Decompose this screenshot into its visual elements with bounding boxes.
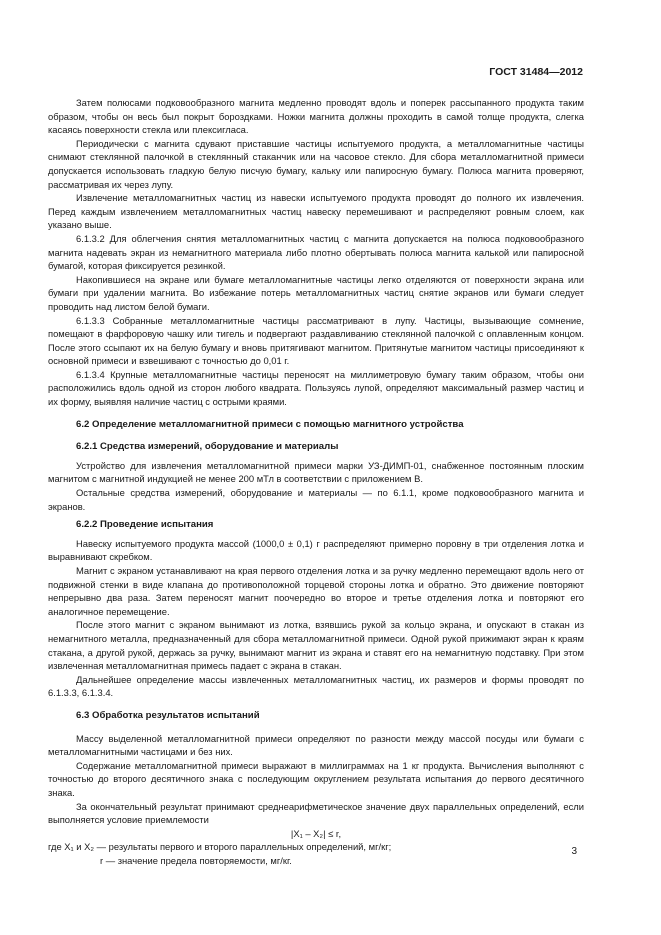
paragraph: За окончательный результат принимают среднеарифметическое значение двух параллельных определений, если выполняется условие приемлемости [48, 800, 584, 826]
paragraph: Магнит с экраном устанавливают на края первого отделения лотка и за ручку медленно перемещают вдоль него от подвижной стенки в виде клапана до противоположной торцевой стороны лотка и обратно. Это движение повторяют непрерывно два раза. Затем переносят магнит поочередно во второе и третье отделения лотка и повторяют его аналогичное перемещение. [48, 565, 584, 617]
acceptance-formula: |X₁ – X₂| ≤ r, [290, 827, 342, 839]
formula-legend-x: где X₁ и X₂ — результаты первого и второго параллельных определений, мг/кг; [48, 841, 392, 853]
formula-legend-r: r — значение предела повторяемости, мг/кг. [100, 854, 292, 866]
document-code: ГОСТ 31484—2012 [489, 66, 583, 78]
paragraph: Дальнейшее определение массы извлеченных металломагнитных частиц, их размеров и формы проводят по 6.1.3.3, 6.1.3.4. [48, 673, 584, 699]
paragraph: Содержание металломагнитной примеси выражают в миллиграммах на 1 кг продукта. Вычисления выполняют с точностью до второго десятичного знака с последующим округлением результата испытания до первого десятичного знака. [48, 759, 584, 798]
section-heading: 6.2 Определение металломагнитной примеси с помощью магнитного устройства [76, 418, 464, 430]
paragraph: Периодически с магнита сдувают приставшие частицы испытуемого продукта, а металломагнитные частицы снимают стеклянной палочкой в стеклянный стаканчик или на часовое стекло. Для сбора металломагнитной примеси допускается использовать гладкую белую писчую бумагу, кальку или папиросную бумагу. Полюса магнита проверяют, рассматривая их через лупу. [48, 137, 584, 190]
paragraph: Массу выделенной металломагнитной примеси определяют по разности между массой посуды или бумаги с металломагнитными частицами и без них. [48, 732, 584, 758]
page-number: 3 [571, 846, 577, 857]
document-body [48, 96, 584, 867]
paragraph: 6.1.3.4 Крупные металломагнитные частицы переносят на миллиметровую бумагу таким образом, чтобы они расположились вдоль одной из сторон любого квадрата. Пользуясь лупой, определяют максимальный размер частиц и их форму, выявляя наличие частиц с острыми краями. [48, 368, 584, 408]
paragraph: Навеску испытуемого продукта массой (1000,0 ± 0,1) г распределяют примерно поровну в три отделения лотка и выравнивают скребком. [48, 537, 584, 563]
paragraph: Устройство для извлечения металломагнитной примеси марки УЗ-ДИМП-01, снабженное постоянным плоским магнитом с магнитной индукцией не менее 200 мТл в соответствии с приложением В. [48, 459, 584, 485]
paragraph: Накопившиеся на экране или бумаге металломагнитные частицы легко отделяются от поверхности экрана или бумаги при удалении магнита. Во избежание потерь металломагнитных частиц снятие экранов или бумаги следует проводить над листом белой бумаги. [48, 273, 584, 312]
paragraph: 6.1.3.3 Собранные металломагнитные частицы рассматривают в лупу. Частицы, вызывающие сомнение, помещают в фарфоровую чашку или тигель и подвергают раздавливанию стеклянной палочкой с оплавленным концом. После этого ссыпают их на белую бумагу и вновь притягивают магнитом. Притянутые магнитом частицы присоединяют к основной примеси и взвешивают с точностью до 0,01 г. [48, 314, 584, 367]
paragraph: Затем полюсами подковообразного магнита медленно проводят вдоль и поперек рассыпанного продукта таким образом, чтобы он весь был покрыт бороздками. Ножки магнита должны проходить в самой толще продукта, слегка касаясь поверхности стекла или плексигласа. [48, 97, 584, 136]
paragraph: 6.1.3.2 Для облегчения снятия металломагнитных частиц с магнита допускается на полюса подковообразного магнита надевать экран из немагнитного материала либо плотно обертывать полюса магнита калькой или папиросной бумагой, которая фиксируется резинкой. [48, 232, 584, 272]
subsection-heading: 6.2.1 Средства измерений, оборудование и материалы [76, 441, 339, 453]
subsection-heading: 6.2.2 Проведение испытания [76, 519, 214, 531]
paragraph: Извлечение металломагнитных частиц из навески испытуемого продукта проводят до полного их извлечения. Перед каждым извлечением металломагнитных частиц навеску перемешивают и распределяют ровным слоем, как указано выше. [48, 192, 584, 231]
section-heading: 6.3 Обработка результатов испытаний [76, 709, 260, 721]
paragraph: Остальные средства измерений, оборудование и материалы — по 6.1.1, кроме подковообразного магнита и экранов. [48, 487, 584, 512]
paragraph: После этого магнит с экраном вынимают из лотка, взявшись рукой за кольцо экрана, и опускают в стакан из немагнитного металла, предназначенный для сбора металломагнитной примеси. Одной рукой прижимают экран к краям стакана, а другой рукой, держась за ручку, вынимают магнит из экрана и ставят его на немагнитную подставку. При этом извлеченная металломагнитная примесь падает с экрана в стакан. [48, 619, 584, 672]
